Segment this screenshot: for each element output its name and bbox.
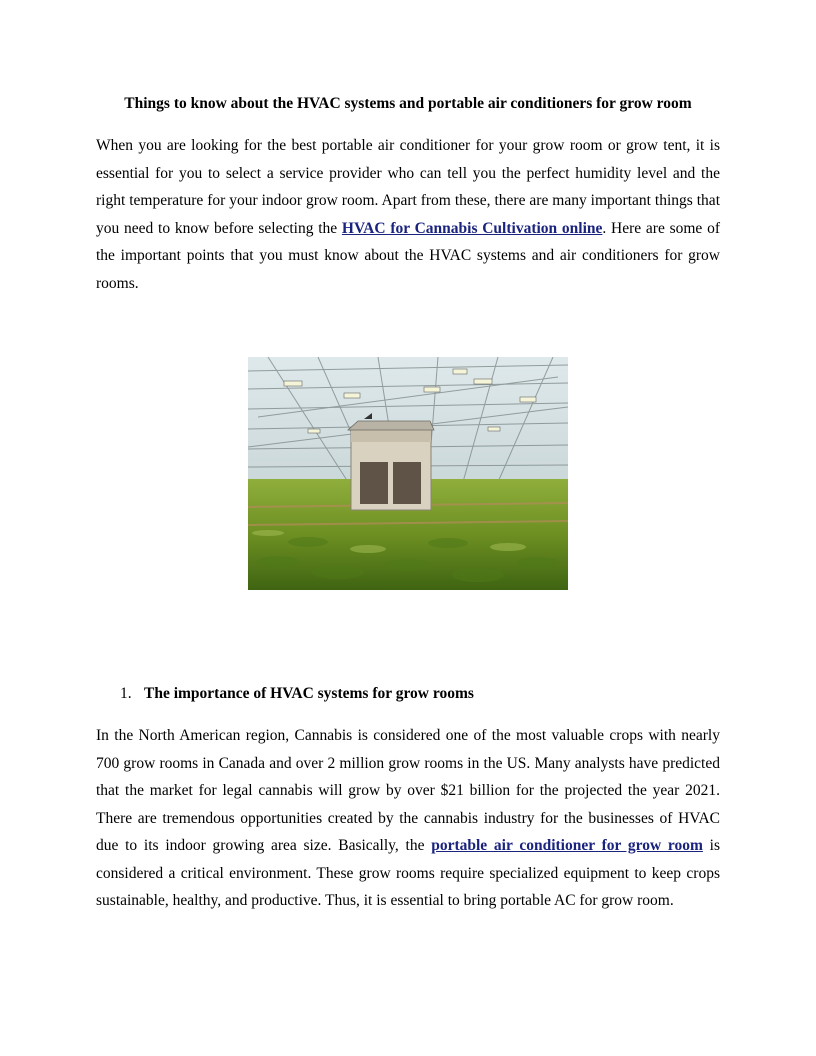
section-1-heading-text: The importance of HVAC systems for grow rooms <box>144 685 474 702</box>
portable-ac-link[interactable]: portable air conditioner for grow room <box>431 837 703 854</box>
document-title: Things to know about the HVAC systems and portable air conditioners for grow room <box>124 95 692 112</box>
section-1-heading <box>120 682 474 706</box>
section-1-number: 1. <box>120 685 132 702</box>
intro-text-after: . Here are some of the important points that you must know about the HVAC systems and air conditioners for grow rooms. <box>96 219 720 292</box>
section-1-text-before: In the North American region, Cannabis is considered one of the most valuable crops with nearly 700 grow rooms in Canada and over 2 million grow rooms in the US. Many analysts have predicted that the market for legal cannabis will grow by over $21 billion for the projected the year 2021. There are tremendous opportunities created by the cannabis industry for the businesses of HVAC due to its indoor growing area size. Basically, the <box>96 727 720 854</box>
intro-text-before: When you are looking for the best portable air conditioner for your grow room or grow tent, it is essential for you to select a service provider who can tell you the perfect humidity level and the right temperature for your indoor grow room. Apart from these, there are many important things that you need to know before selecting the <box>96 137 720 237</box>
document-page <box>96 92 720 909</box>
intro-paragraph <box>96 132 720 297</box>
section-1-text-after: is considered a critical environment. These grow rooms require specialized equipment to keep crops sustainable, healthy, and productive. Thus, it is essential to bring portable AC for grow room. <box>96 837 720 909</box>
greenhouse-hvac-image <box>248 357 568 590</box>
hvac-cannabis-link[interactable]: HVAC for Cannabis Cultivation online <box>341 219 603 237</box>
section-1-paragraph <box>96 722 720 915</box>
